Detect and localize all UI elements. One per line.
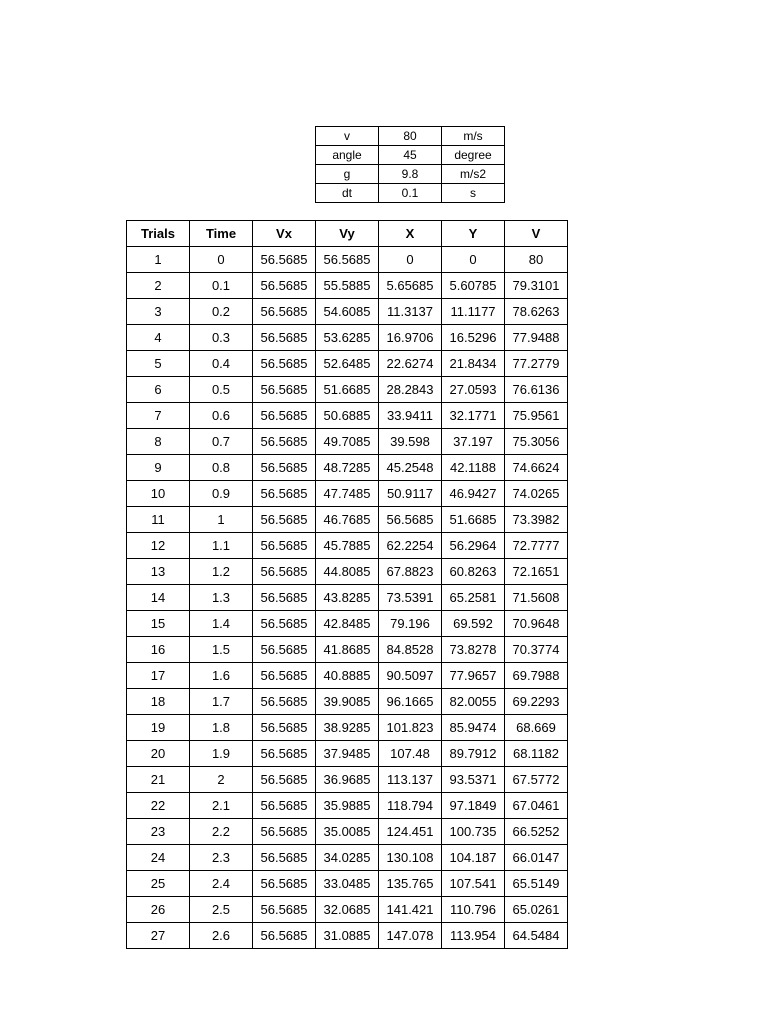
table-cell-x: 147.078 bbox=[379, 923, 442, 949]
table-cell-vx: 56.5685 bbox=[253, 715, 316, 741]
table-cell-vx: 56.5685 bbox=[253, 325, 316, 351]
table-cell-vx: 56.5685 bbox=[253, 533, 316, 559]
table-row bbox=[127, 351, 568, 377]
table-cell-trials: 21 bbox=[127, 767, 190, 793]
table-cell-trials: 15 bbox=[127, 611, 190, 637]
table-cell-vy: 47.7485 bbox=[316, 481, 379, 507]
table-cell-trials: 4 bbox=[127, 325, 190, 351]
table-cell-trials: 11 bbox=[127, 507, 190, 533]
table-cell-time: 1.5 bbox=[190, 637, 253, 663]
table-cell-trials: 9 bbox=[127, 455, 190, 481]
table-cell-v: 71.5608 bbox=[505, 585, 568, 611]
table-cell-x: 0 bbox=[379, 247, 442, 273]
table-row bbox=[127, 585, 568, 611]
table-cell-time: 0 bbox=[190, 247, 253, 273]
table-cell-v: 72.7777 bbox=[505, 533, 568, 559]
table-cell-v: 65.5149 bbox=[505, 871, 568, 897]
table-cell-x: 5.65685 bbox=[379, 273, 442, 299]
table-row bbox=[127, 533, 568, 559]
table-row bbox=[127, 481, 568, 507]
table-cell-vx: 56.5685 bbox=[253, 871, 316, 897]
table-cell-vy: 48.7285 bbox=[316, 455, 379, 481]
results-table bbox=[126, 220, 568, 949]
table-cell-y: 46.9427 bbox=[442, 481, 505, 507]
table-cell-vy: 35.0085 bbox=[316, 819, 379, 845]
table-cell-vy: 52.6485 bbox=[316, 351, 379, 377]
table-cell-y: 11.1177 bbox=[442, 299, 505, 325]
table-cell-time: 2.6 bbox=[190, 923, 253, 949]
table-cell-vx: 56.5685 bbox=[253, 559, 316, 585]
table-cell-vx: 56.5685 bbox=[253, 247, 316, 273]
table-cell-y: 107.541 bbox=[442, 871, 505, 897]
table-cell-x: 141.421 bbox=[379, 897, 442, 923]
table-cell-time: 0.3 bbox=[190, 325, 253, 351]
parameter-unit-cell: s bbox=[442, 184, 505, 203]
table-cell-v: 74.0265 bbox=[505, 481, 568, 507]
table-cell-y: 69.592 bbox=[442, 611, 505, 637]
parameter-value-cell: 80 bbox=[379, 127, 442, 146]
table-row bbox=[127, 403, 568, 429]
table-cell-y: 37.197 bbox=[442, 429, 505, 455]
parameter-row bbox=[316, 165, 505, 184]
table-cell-time: 2.1 bbox=[190, 793, 253, 819]
table-cell-v: 77.2779 bbox=[505, 351, 568, 377]
table-cell-trials: 23 bbox=[127, 819, 190, 845]
table-cell-vy: 50.6885 bbox=[316, 403, 379, 429]
table-row bbox=[127, 273, 568, 299]
table-cell-vy: 55.5885 bbox=[316, 273, 379, 299]
table-cell-vy: 44.8085 bbox=[316, 559, 379, 585]
parameter-row bbox=[316, 146, 505, 165]
table-cell-v: 79.3101 bbox=[505, 273, 568, 299]
table-cell-trials: 13 bbox=[127, 559, 190, 585]
table-cell-vy: 33.0485 bbox=[316, 871, 379, 897]
table-cell-v: 80 bbox=[505, 247, 568, 273]
table-cell-trials: 17 bbox=[127, 663, 190, 689]
table-cell-time: 0.1 bbox=[190, 273, 253, 299]
table-cell-time: 0.8 bbox=[190, 455, 253, 481]
table-cell-vx: 56.5685 bbox=[253, 663, 316, 689]
table-cell-vx: 56.5685 bbox=[253, 273, 316, 299]
table-cell-x: 67.8823 bbox=[379, 559, 442, 585]
table-cell-time: 0.5 bbox=[190, 377, 253, 403]
table-cell-v: 70.3774 bbox=[505, 637, 568, 663]
table-row bbox=[127, 559, 568, 585]
parameter-name-cell: v bbox=[316, 127, 379, 146]
column-header-x: X bbox=[379, 221, 442, 247]
parameter-value-cell: 45 bbox=[379, 146, 442, 165]
table-cell-x: 22.6274 bbox=[379, 351, 442, 377]
table-row bbox=[127, 299, 568, 325]
column-header-trials: Trials bbox=[127, 221, 190, 247]
table-cell-time: 2.2 bbox=[190, 819, 253, 845]
table-cell-y: 89.7912 bbox=[442, 741, 505, 767]
table-cell-x: 118.794 bbox=[379, 793, 442, 819]
column-header-v: V bbox=[505, 221, 568, 247]
table-cell-vy: 56.5685 bbox=[316, 247, 379, 273]
table-row bbox=[127, 715, 568, 741]
table-cell-x: 39.598 bbox=[379, 429, 442, 455]
column-header-vx: Vx bbox=[253, 221, 316, 247]
table-cell-time: 1.2 bbox=[190, 559, 253, 585]
parameter-name-cell: g bbox=[316, 165, 379, 184]
table-cell-time: 0.2 bbox=[190, 299, 253, 325]
table-cell-time: 0.4 bbox=[190, 351, 253, 377]
table-cell-vx: 56.5685 bbox=[253, 377, 316, 403]
column-header-time: Time bbox=[190, 221, 253, 247]
table-row bbox=[127, 377, 568, 403]
parameter-row bbox=[316, 127, 505, 146]
parameter-value-cell: 9.8 bbox=[379, 165, 442, 184]
table-cell-v: 78.6263 bbox=[505, 299, 568, 325]
results-table-body bbox=[127, 247, 568, 949]
table-cell-y: 32.1771 bbox=[442, 403, 505, 429]
table-cell-y: 100.735 bbox=[442, 819, 505, 845]
parameter-name-cell: dt bbox=[316, 184, 379, 203]
table-cell-trials: 10 bbox=[127, 481, 190, 507]
table-cell-vy: 39.9085 bbox=[316, 689, 379, 715]
table-cell-time: 1.1 bbox=[190, 533, 253, 559]
table-cell-v: 75.3056 bbox=[505, 429, 568, 455]
table-cell-vx: 56.5685 bbox=[253, 819, 316, 845]
table-cell-vy: 41.8685 bbox=[316, 637, 379, 663]
table-cell-vy: 31.0885 bbox=[316, 923, 379, 949]
table-cell-vy: 37.9485 bbox=[316, 741, 379, 767]
table-cell-v: 66.5252 bbox=[505, 819, 568, 845]
table-row bbox=[127, 897, 568, 923]
table-cell-trials: 8 bbox=[127, 429, 190, 455]
table-row bbox=[127, 871, 568, 897]
table-cell-vx: 56.5685 bbox=[253, 845, 316, 871]
table-cell-v: 65.0261 bbox=[505, 897, 568, 923]
table-cell-vy: 49.7085 bbox=[316, 429, 379, 455]
table-cell-vy: 53.6285 bbox=[316, 325, 379, 351]
table-cell-vy: 46.7685 bbox=[316, 507, 379, 533]
table-cell-v: 67.0461 bbox=[505, 793, 568, 819]
table-cell-vx: 56.5685 bbox=[253, 455, 316, 481]
table-cell-x: 101.823 bbox=[379, 715, 442, 741]
table-cell-y: 73.8278 bbox=[442, 637, 505, 663]
table-cell-trials: 16 bbox=[127, 637, 190, 663]
table-cell-vx: 56.5685 bbox=[253, 351, 316, 377]
table-cell-v: 77.9488 bbox=[505, 325, 568, 351]
results-header-row bbox=[127, 221, 568, 247]
table-cell-vx: 56.5685 bbox=[253, 403, 316, 429]
table-cell-vx: 56.5685 bbox=[253, 923, 316, 949]
table-cell-vy: 54.6085 bbox=[316, 299, 379, 325]
table-cell-trials: 7 bbox=[127, 403, 190, 429]
table-cell-x: 79.196 bbox=[379, 611, 442, 637]
table-row bbox=[127, 455, 568, 481]
table-row bbox=[127, 689, 568, 715]
table-cell-x: 135.765 bbox=[379, 871, 442, 897]
table-cell-time: 1.9 bbox=[190, 741, 253, 767]
table-cell-y: 97.1849 bbox=[442, 793, 505, 819]
table-cell-x: 62.2254 bbox=[379, 533, 442, 559]
table-cell-vx: 56.5685 bbox=[253, 637, 316, 663]
table-cell-y: 27.0593 bbox=[442, 377, 505, 403]
table-cell-time: 2 bbox=[190, 767, 253, 793]
table-row bbox=[127, 819, 568, 845]
table-cell-vx: 56.5685 bbox=[253, 741, 316, 767]
table-cell-y: 65.2581 bbox=[442, 585, 505, 611]
table-cell-trials: 27 bbox=[127, 923, 190, 949]
table-cell-time: 2.3 bbox=[190, 845, 253, 871]
table-cell-y: 77.9657 bbox=[442, 663, 505, 689]
table-cell-y: 60.8263 bbox=[442, 559, 505, 585]
table-cell-vx: 56.5685 bbox=[253, 897, 316, 923]
table-cell-trials: 3 bbox=[127, 299, 190, 325]
table-cell-vx: 56.5685 bbox=[253, 767, 316, 793]
table-cell-y: 104.187 bbox=[442, 845, 505, 871]
table-cell-trials: 22 bbox=[127, 793, 190, 819]
table-cell-vy: 51.6685 bbox=[316, 377, 379, 403]
table-cell-time: 0.7 bbox=[190, 429, 253, 455]
table-cell-y: 85.9474 bbox=[442, 715, 505, 741]
table-cell-v: 69.7988 bbox=[505, 663, 568, 689]
parameter-row bbox=[316, 184, 505, 203]
table-cell-x: 56.5685 bbox=[379, 507, 442, 533]
table-cell-x: 107.48 bbox=[379, 741, 442, 767]
table-cell-x: 113.137 bbox=[379, 767, 442, 793]
table-cell-vx: 56.5685 bbox=[253, 689, 316, 715]
table-cell-vx: 56.5685 bbox=[253, 507, 316, 533]
table-cell-time: 0.6 bbox=[190, 403, 253, 429]
table-cell-vx: 56.5685 bbox=[253, 429, 316, 455]
parameter-value-cell: 0.1 bbox=[379, 184, 442, 203]
table-cell-trials: 18 bbox=[127, 689, 190, 715]
table-row bbox=[127, 767, 568, 793]
table-cell-vx: 56.5685 bbox=[253, 793, 316, 819]
table-cell-vx: 56.5685 bbox=[253, 585, 316, 611]
table-cell-x: 73.5391 bbox=[379, 585, 442, 611]
table-cell-y: 51.6685 bbox=[442, 507, 505, 533]
table-cell-v: 74.6624 bbox=[505, 455, 568, 481]
table-cell-time: 1.3 bbox=[190, 585, 253, 611]
table-cell-x: 45.2548 bbox=[379, 455, 442, 481]
table-cell-vy: 36.9685 bbox=[316, 767, 379, 793]
table-cell-v: 73.3982 bbox=[505, 507, 568, 533]
table-cell-v: 70.9648 bbox=[505, 611, 568, 637]
table-cell-v: 75.9561 bbox=[505, 403, 568, 429]
table-cell-y: 16.5296 bbox=[442, 325, 505, 351]
table-cell-time: 1.4 bbox=[190, 611, 253, 637]
table-cell-vy: 42.8485 bbox=[316, 611, 379, 637]
table-cell-vy: 32.0685 bbox=[316, 897, 379, 923]
table-row bbox=[127, 741, 568, 767]
table-row bbox=[127, 429, 568, 455]
table-cell-v: 67.5772 bbox=[505, 767, 568, 793]
table-cell-y: 110.796 bbox=[442, 897, 505, 923]
table-cell-x: 90.5097 bbox=[379, 663, 442, 689]
table-cell-v: 68.1182 bbox=[505, 741, 568, 767]
table-cell-v: 64.5484 bbox=[505, 923, 568, 949]
parameter-unit-cell: m/s2 bbox=[442, 165, 505, 184]
table-cell-x: 130.108 bbox=[379, 845, 442, 871]
table-cell-time: 0.9 bbox=[190, 481, 253, 507]
table-cell-y: 21.8434 bbox=[442, 351, 505, 377]
table-row bbox=[127, 793, 568, 819]
table-cell-y: 42.1188 bbox=[442, 455, 505, 481]
table-row bbox=[127, 611, 568, 637]
table-cell-time: 1.7 bbox=[190, 689, 253, 715]
table-cell-time: 2.4 bbox=[190, 871, 253, 897]
parameter-unit-cell: m/s bbox=[442, 127, 505, 146]
table-row bbox=[127, 247, 568, 273]
table-cell-time: 1.6 bbox=[190, 663, 253, 689]
table-cell-y: 93.5371 bbox=[442, 767, 505, 793]
table-cell-vy: 40.8885 bbox=[316, 663, 379, 689]
parameters-table-body bbox=[316, 127, 505, 203]
table-cell-x: 28.2843 bbox=[379, 377, 442, 403]
table-row bbox=[127, 845, 568, 871]
table-row bbox=[127, 507, 568, 533]
table-cell-vx: 56.5685 bbox=[253, 611, 316, 637]
table-cell-y: 113.954 bbox=[442, 923, 505, 949]
table-cell-y: 5.60785 bbox=[442, 273, 505, 299]
table-cell-x: 11.3137 bbox=[379, 299, 442, 325]
table-cell-x: 96.1665 bbox=[379, 689, 442, 715]
table-cell-v: 66.0147 bbox=[505, 845, 568, 871]
table-cell-time: 2.5 bbox=[190, 897, 253, 923]
table-cell-y: 56.2964 bbox=[442, 533, 505, 559]
table-cell-trials: 2 bbox=[127, 273, 190, 299]
table-cell-vy: 34.0285 bbox=[316, 845, 379, 871]
table-cell-x: 84.8528 bbox=[379, 637, 442, 663]
table-cell-trials: 19 bbox=[127, 715, 190, 741]
column-header-vy: Vy bbox=[316, 221, 379, 247]
table-cell-trials: 24 bbox=[127, 845, 190, 871]
table-row bbox=[127, 663, 568, 689]
table-row bbox=[127, 637, 568, 663]
table-cell-v: 76.6136 bbox=[505, 377, 568, 403]
table-cell-x: 124.451 bbox=[379, 819, 442, 845]
parameter-name-cell: angle bbox=[316, 146, 379, 165]
parameter-unit-cell: degree bbox=[442, 146, 505, 165]
table-cell-vx: 56.5685 bbox=[253, 299, 316, 325]
table-cell-vy: 38.9285 bbox=[316, 715, 379, 741]
table-cell-v: 68.669 bbox=[505, 715, 568, 741]
table-row bbox=[127, 923, 568, 949]
table-cell-trials: 12 bbox=[127, 533, 190, 559]
table-cell-trials: 25 bbox=[127, 871, 190, 897]
table-cell-time: 1.8 bbox=[190, 715, 253, 741]
table-cell-trials: 5 bbox=[127, 351, 190, 377]
table-cell-v: 69.2293 bbox=[505, 689, 568, 715]
table-cell-vy: 35.9885 bbox=[316, 793, 379, 819]
table-cell-trials: 1 bbox=[127, 247, 190, 273]
table-cell-vx: 56.5685 bbox=[253, 481, 316, 507]
column-header-y: Y bbox=[442, 221, 505, 247]
table-cell-vy: 45.7885 bbox=[316, 533, 379, 559]
table-cell-trials: 6 bbox=[127, 377, 190, 403]
table-cell-trials: 20 bbox=[127, 741, 190, 767]
table-cell-time: 1 bbox=[190, 507, 253, 533]
table-cell-trials: 14 bbox=[127, 585, 190, 611]
table-cell-y: 82.0055 bbox=[442, 689, 505, 715]
table-cell-y: 0 bbox=[442, 247, 505, 273]
table-cell-v: 72.1651 bbox=[505, 559, 568, 585]
table-cell-trials: 26 bbox=[127, 897, 190, 923]
table-cell-x: 33.9411 bbox=[379, 403, 442, 429]
parameters-table bbox=[315, 126, 505, 203]
table-row bbox=[127, 325, 568, 351]
table-cell-x: 16.9706 bbox=[379, 325, 442, 351]
table-cell-vy: 43.8285 bbox=[316, 585, 379, 611]
table-cell-x: 50.9117 bbox=[379, 481, 442, 507]
